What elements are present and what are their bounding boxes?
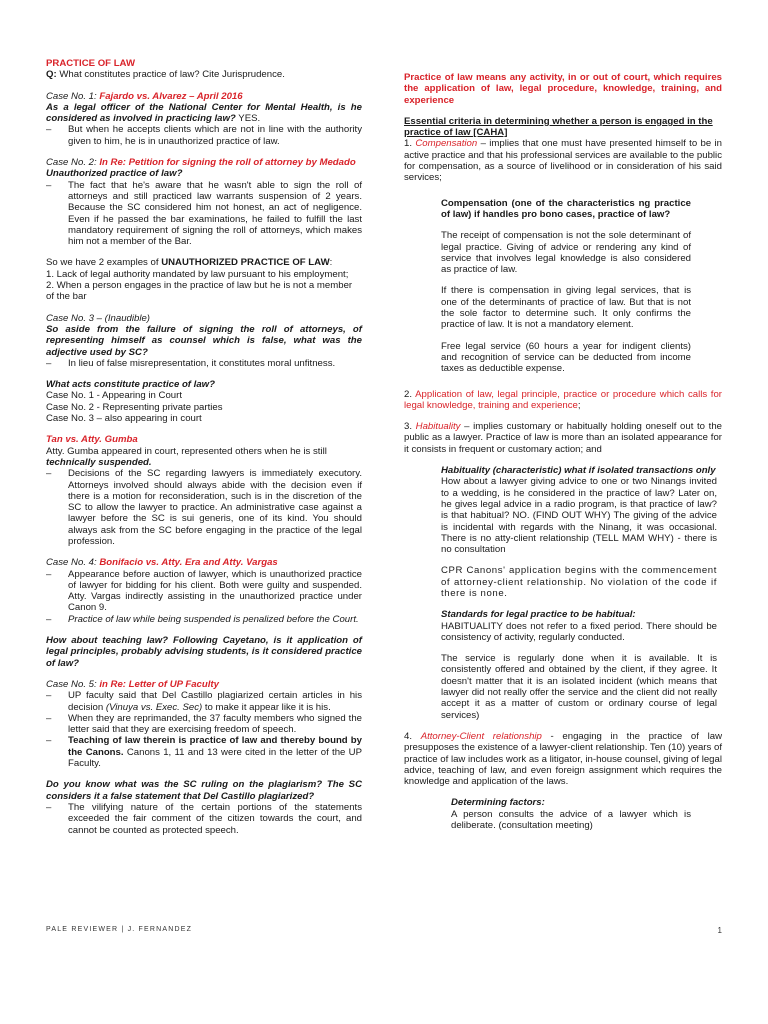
criterion-3: 3. Habituality – implies customary or habitually holding oneself out to the public as a lawyer. Practice of law is more than an isolated appearance for it consists in frequent or customary action; and — [404, 421, 723, 455]
case-1-bullet: – But when he accepts clients which are not in line with the authority given to him, he is in unauthorized practice of law. — [46, 124, 362, 147]
case-4-title: Case No. 4: Bonifacio vs. Atty. Era and Atty. Vargas — [46, 557, 278, 569]
ruling-bullet: – The vilifying nature of the certain portions of the statements exceeded the fair comment of the citizen towards the court, and cannot be counted as protected speech. — [46, 801, 362, 836]
case-5-bullet: – When they are reprimanded, the 37 faculty members who signed the letter said that they are exercising freedom of speech. — [46, 712, 362, 736]
tan-case-text: Atty. Gumba appeared in court, represented others when he is still technically suspended. — [46, 445, 327, 468]
standards-paragraph: The service is regularly done when it is available. It is consistently offered and obtained by the client, if they agree. It doesn't matter that it is an isolated incident (which means that lawyer did not really offer the service and the client did not really accept it as a matter of custom or ordinary course of legal services) — [441, 653, 717, 721]
case-5-bullet: – UP faculty said that Del Castillo plagiarized certain articles in his decision (Vinuya vs. Exec. Sec) to make it appear like it is his. — [46, 690, 362, 713]
acts-item: Case No. 1 - Appearing in Court — [46, 390, 182, 402]
case-1-title: Case No. 1: Fajardo vs. Alvarez – April 2016 — [46, 90, 243, 102]
case-3-bullet: – In lieu of false misrepresentation, it constitutes moral unfitness. — [46, 357, 336, 369]
case-2-bullet: – The fact that he's aware that he wasn't able to sign the roll of attorneys and still practiced law warrants suspension of 2 years. Because the SC considered him not honest, an act of negligence. Even if he passed the bar examinations, he failed to fulfill the last mandatory requirement of signing the roll of attorneys, which makes him not a member of the Bar. — [46, 179, 362, 248]
right-column — [404, 58, 722, 831]
compensation-block — [441, 198, 691, 375]
case-2-title: Case No. 2: In Re: Petition for signing the roll of attorney by Medado — [46, 157, 356, 169]
determining-heading: Determining factors: — [451, 797, 545, 809]
compensation-paragraph: The receipt of compensation is not the sole determinant of legal practice. Giving of advice or rendering any kind of service that involves legal knowledge is also considered as practice of law. — [441, 230, 691, 276]
criterion-1: 1. Compensation – implies that one must have presented himself to be in active practice and that his professional services are available to the public for compensation, as a source of livelihood or in consideration of his said services; — [404, 138, 722, 184]
case-5-title: Case No. 5: in Re: Letter of UP Faculty — [46, 678, 219, 690]
acts-question: What acts constitute practice of law? — [46, 379, 215, 391]
standards-heading: Standards for legal practice to be habitual: — [441, 609, 636, 621]
compensation-paragraph: Free legal service (60 hours a year for indigent clients) and recognition of service can be deducted from income taxes as deductible expense. — [441, 340, 691, 375]
habituality-block — [441, 465, 717, 721]
acts-item: Case No. 3 – also appearing in court — [46, 413, 202, 425]
tan-case-bullet: – Decisions of the SC regarding lawyers is immediately executory. Attorneys involved should always abide with the decision even if there is a motion for reconsideration, such is in the discretion of the SC to allow the lawyer to practice. An administrative case against a lawyer before the SC is sui generis, one of its kind. You should always ask from the SC before engaging in the practice of the legal profession. — [46, 468, 362, 547]
page-footer — [46, 926, 722, 933]
compensation-question: Compensation (one of the characteristics ng practice of law) if handles pro bono cases, practice of law? — [441, 197, 691, 220]
case-5-bullet: – Teaching of law therein is practice of law and thereby bound by the Canons. Canons 1, 11 and 13 were cited in the letter of the UP Faculty. — [46, 735, 363, 770]
footer-text: PALE REVIEWER | J. FERNANDEZ — [46, 926, 193, 933]
case-3-title: Case No. 3 – (Inaudible) — [46, 312, 151, 324]
case-3-question: So aside from the failure of signing the roll of attorneys, of representing himself as counsel which is false, what was the adjective used by SC? — [46, 323, 362, 358]
example-2: 2. When a person engages in the practice of law but he is not a member of the bar — [46, 280, 353, 303]
page-number: 1 — [717, 926, 722, 935]
case-2-question: Unauthorized practice of law? — [46, 168, 183, 180]
question-line: Q: What constitutes practice of law? Cite Jurisprudence. — [46, 69, 285, 81]
criteria-heading: Essential criteria in determining whether a person is engaged in the practice of law [CAHA] — [404, 115, 713, 139]
example-1: 1. Lack of legal authority mandated by law pursuant to his employment; — [46, 268, 349, 280]
case-4-bullet: – Appearance before auction of lawyer, which is unauthorized practice of lawyer for bidding for his client. Both were guilty and suspended. Atty. Vargas indirectly assisting in the unauthorized practice under Canon 9. — [46, 568, 362, 614]
examples-intro: So we have 2 examples of UNAUTHORIZED PRACTICE OF LAW: — [46, 257, 333, 269]
definition: Practice of law means any activity, in or out of court, which requires the application of law, legal procedure, knowledge, training, and experience — [404, 72, 722, 106]
habituality-paragraph: How about a lawyer giving advice to one or two Ninangs invited to a wedding, is he considered in the practice of law? Later on, he gives legal advice in a radio program, is that practice of law? is that habitual? NO. (FIND OUT WHY) The giving of the advice is incidental with regards with the Ninang, it was occasional. There is no atty-client relationship (TELL MAM WHY) - there is no consultation — [441, 476, 717, 556]
tan-case-title: Tan vs. Atty. Gumba — [46, 434, 138, 446]
acts-item: Case No. 2 - Representing private parties — [46, 401, 223, 413]
left-column — [46, 58, 362, 836]
criterion-4: 4. Attorney-Client relationship - engaging in the practice of law presupposes the existence of a lawyer-client relationship. Ten (10) years of practice of law includes work as a litigator, in-house counsel, giving of legal advice, teaching of law, and even foreign assignment which requires the knowledge and application of the laws. — [404, 730, 722, 788]
habituality-question: Habituality (characteristic) what if isolated transactions only — [441, 465, 716, 477]
determining-text: A person consults the advice of a lawyer which is deliberate. (consultation meeting) — [451, 808, 691, 832]
criterion-2: 2. Application of law, legal principle, practice or procedure which calls for legal knowledge, training and experience; — [404, 388, 722, 411]
standards-paragraph: HABITUALITY does not refer to a fixed period. There should be consistency of activity, regularly conducted. — [441, 620, 717, 643]
determining-block — [451, 797, 691, 831]
case-1-question: As a legal officer of the National Center for Mental Health, is he considered as involved in practicing law? YES. — [46, 101, 362, 125]
compensation-paragraph: If there is compensation in giving legal services, that is one of the determinants of practice of law. But that is not the sole factor to determine such. It only confirms the practice of law. It is not a mandatory element. — [441, 285, 691, 331]
section-heading: PRACTICE OF LAW — [46, 58, 136, 69]
habituality-paragraph: CPR Canons' application begins with the commencement of attorney-client relationship. No violation of the code if there is none. — [441, 565, 717, 599]
ruling-question: Do you know what was the SC ruling on the plagiarism? The SC considers it a false statement that Del Castillo plagiarized? — [46, 779, 362, 802]
teaching-question: How about teaching law? Following Cayetano, is it application of legal principles, probably advising students, is it considered practice of law? — [46, 635, 362, 669]
case-4-bullet: – Practice of law while being suspended is penalized before the Court. — [46, 613, 359, 625]
